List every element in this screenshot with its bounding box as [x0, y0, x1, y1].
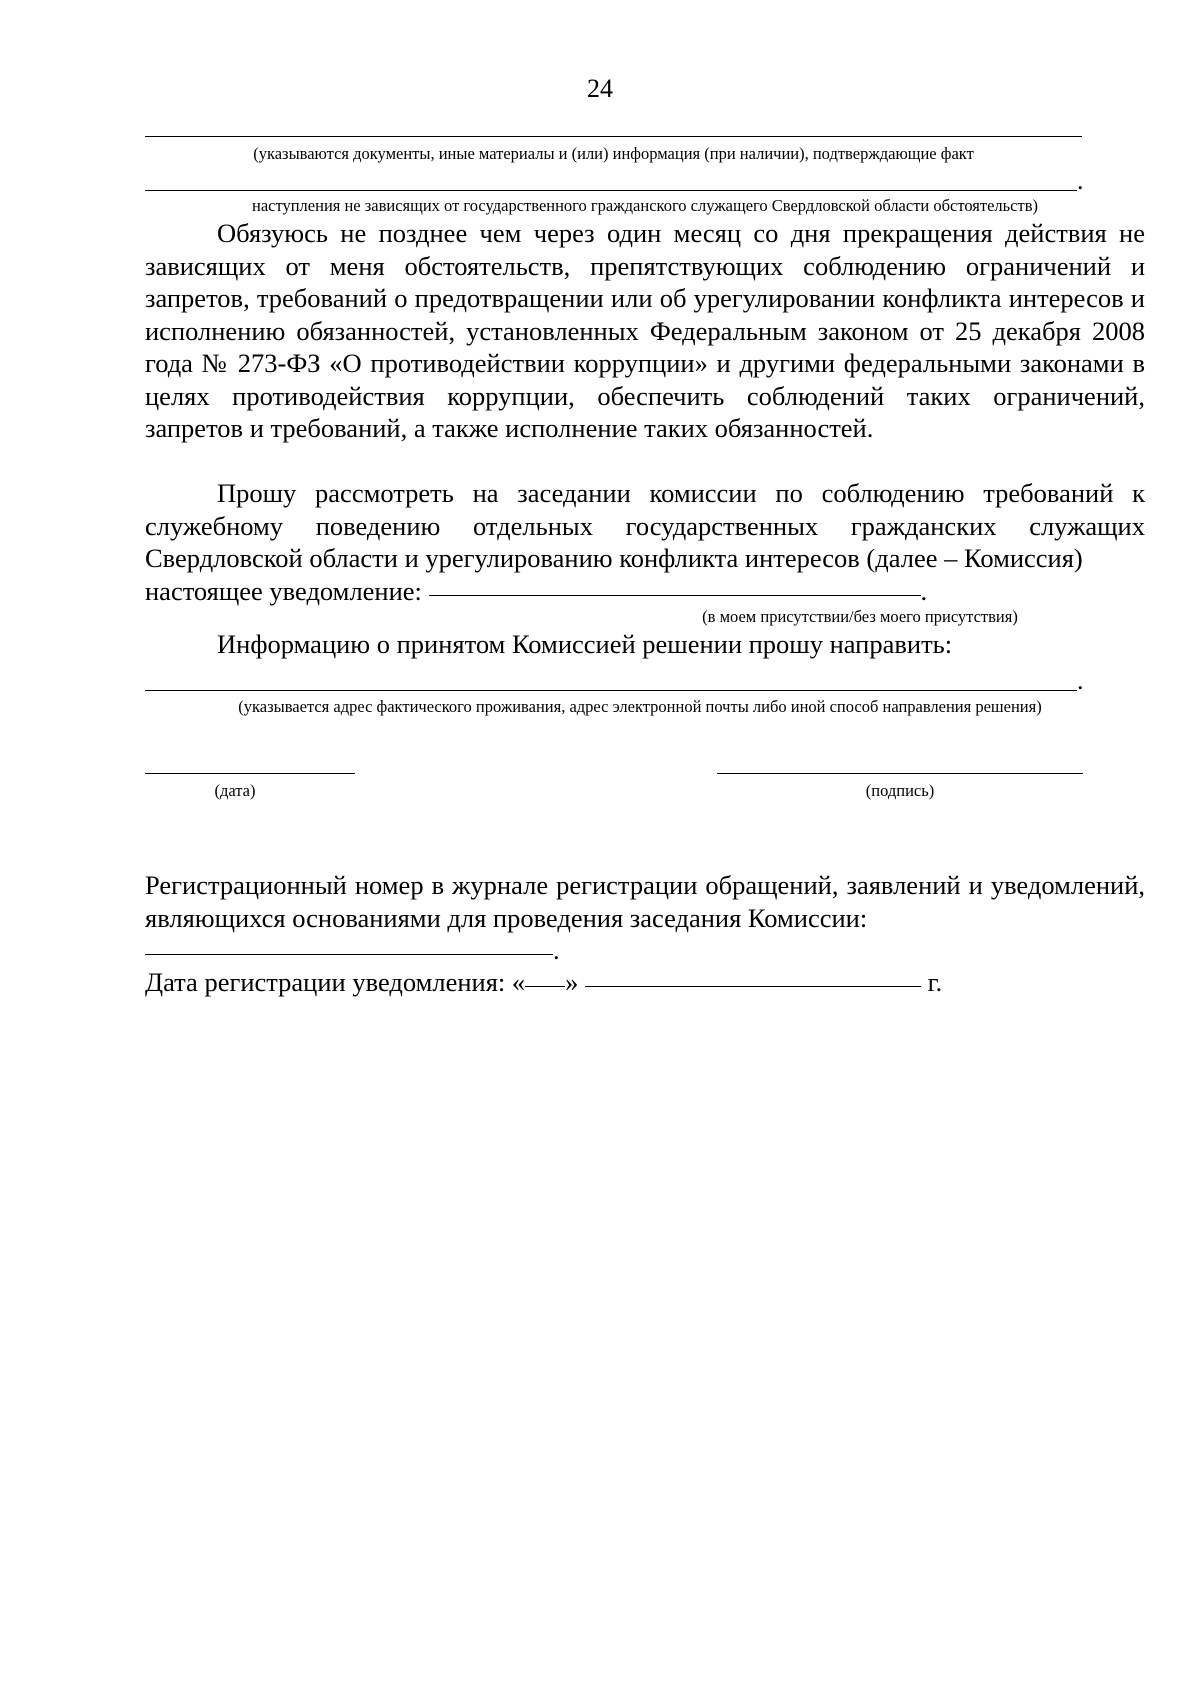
caption-signature: (подпись): [865, 781, 935, 800]
notice-label: настоящее уведомление:: [145, 576, 422, 606]
documents-line-dot: .: [1077, 166, 1084, 195]
caption-date: (дата): [214, 781, 256, 800]
registration-number-input[interactable]: [145, 954, 553, 955]
caption-documents: (указываются документы, иные материалы и (или) информация (при наличии), подтверждающие факт: [253, 144, 974, 163]
registration-day-input[interactable]: [525, 986, 565, 987]
info-request: Информацию о принятом Комиссией решении прошу направить:: [217, 629, 953, 659]
documents-line-2[interactable]: [145, 190, 1077, 191]
registration-date-mid: »: [565, 967, 579, 997]
caption-address: (указывается адрес фактического проживания, адрес электронной почты либо иной способ направления решения): [238, 697, 1042, 716]
registration-year-suffix: г.: [927, 967, 943, 997]
signature-line[interactable]: [717, 773, 1083, 774]
paragraph-request: Прошу рассмотреть на заседании комиссии по соблюдению требований к служебному поведению отдельных государственных гражданских служащих Свердловской области и урегулированию конфликта интересов (далее – Комиссия): [145, 478, 1145, 573]
date-line[interactable]: [145, 773, 355, 774]
paragraph-obligation: Обязуюсь не позднее чем через один месяц со дня прекращения действия не зависящих от меня обстоятельств, препятствующих соблюдению ограничений и запретов, требований о предотвращении или об урегулировании конфликта интересов и исполнению обязанностей, установленных Федеральным законом от 25 декабря 2008 года № 273-ФЗ «О противодействии коррупции» и другими федеральными законами в целях противодействия коррупции, обеспечить соблюдений таких ограничений, запретов и требований, а также исполнение таких обязанностей.: [145, 218, 1145, 443]
notice-line: [145, 575, 927, 608]
page-number: 24: [587, 74, 613, 103]
registration-month-input[interactable]: [585, 986, 921, 987]
caption-circumstances: наступления не зависящих от государственного гражданского служащего Свердловской области обстоятельств): [252, 196, 1038, 215]
registration-number-dot: .: [553, 935, 560, 965]
registration-date-label: Дата регистрации уведомления: «: [145, 967, 526, 997]
paragraph-registration: Регистрационный номер в журнале регистрации обращений, заявлений и уведомлений, являющихся основаниями для проведения заседания Комиссии:: [145, 870, 1145, 933]
caption-presence: (в моем присутствии/без моего присутствия): [702, 607, 1018, 626]
notice-line-dot: .: [920, 576, 928, 606]
address-line-dot: .: [1077, 666, 1084, 695]
presence-input-line[interactable]: [429, 595, 921, 596]
registration-number-line: [145, 934, 560, 967]
registration-date-line: [145, 966, 942, 999]
address-line[interactable]: [145, 690, 1077, 691]
documents-line-1[interactable]: [145, 136, 1082, 137]
